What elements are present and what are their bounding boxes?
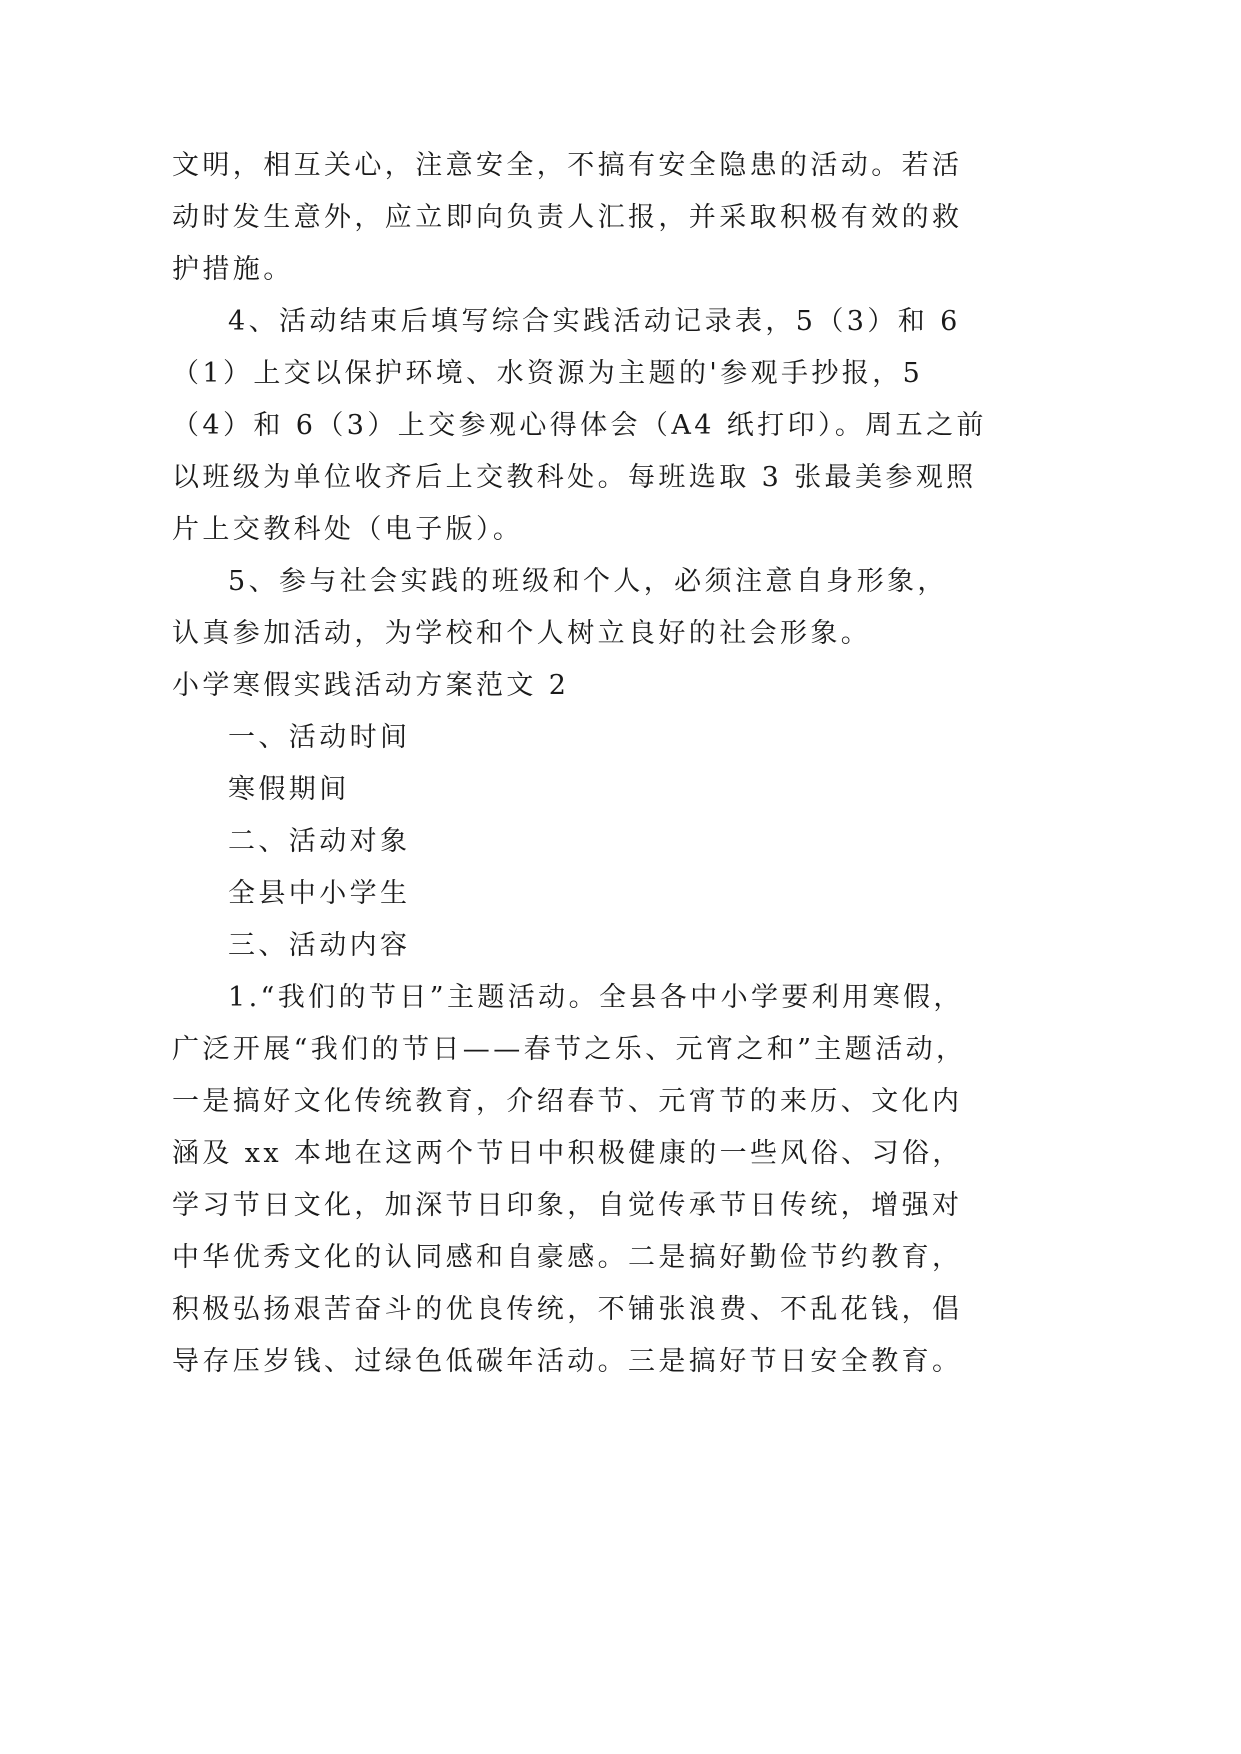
paragraph-line: 片上交教科处（电子版）。 [172,514,524,545]
heading-activity-target: 二、活动对象 [228,826,411,857]
paragraph-line: 以班级为单位收齐后上交教科处。每班选取 3 张最美参观照 [172,462,977,493]
paragraph-line: 1.“我们的节日”主题活动。全县各中小学要利用寒假， [228,982,964,1013]
paragraph-line: （4）和 6（3）上交参观心得体会（A4 纸打印）。周五之前 [172,410,987,441]
paragraph-line: 动时发生意外，应立即向负责人汇报，并采取积极有效的救 [172,202,963,233]
paragraph-line: 广泛开展“我们的节日——春节之乐、元宵之和”主题活动， [172,1034,967,1065]
heading-activity-time: 一、活动时间 [228,722,411,753]
paragraph-line: （1）上交以保护环境、水资源为主题的'参观手抄报，5 [172,358,924,389]
section-title: 小学寒假实践活动方案范文 2 [172,670,570,701]
paragraph-line: 寒假期间 [228,774,350,805]
paragraph-line: 积极弘扬艰苦奋斗的优良传统，不铺张浪费、不乱花钱，倡 [172,1294,963,1325]
paragraph-line: 导存压岁钱、过绿色低碳年活动。三是搞好节日安全教育。 [172,1346,963,1377]
heading-activity-content: 三、活动内容 [228,930,411,961]
paragraph-line: 涵及 xx 本地在这两个节日中积极健康的一些风俗、习俗， [172,1138,963,1169]
paragraph-line: 全县中小学生 [228,878,411,909]
paragraph-line: 中华优秀文化的认同感和自豪感。二是搞好勤俭节约教育， [172,1242,963,1273]
paragraph-line: 文明，相互关心，注意安全，不搞有安全隐患的活动。若活 [172,150,963,181]
paragraph-line: 4、活动结束后填写综合实践活动记录表，5（3）和 6 [228,306,961,337]
paragraph-line: 学习节日文化，加深节日印象，自觉传承节日传统，增强对 [172,1190,963,1221]
paragraph-line: 一是搞好文化传统教育，介绍春节、元宵节的来历、文化内 [172,1086,963,1117]
paragraph-line: 5、参与社会实践的班级和个人，必须注意自身形象， [228,566,948,597]
paragraph-line: 认真参加活动，为学校和个人树立良好的社会形象。 [172,618,872,649]
paragraph-line: 护措施。 [172,254,294,285]
